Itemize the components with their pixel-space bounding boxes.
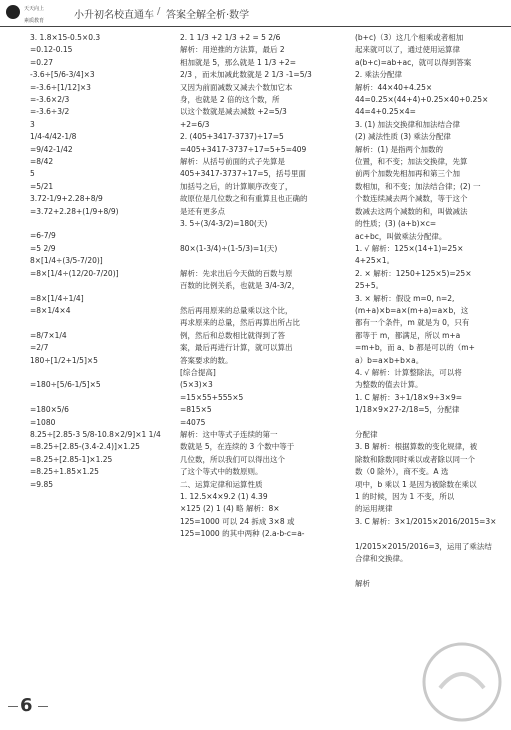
left-col-line (30, 218, 170, 230)
left-col-line: =0.27 (30, 57, 53, 67)
left-col-line (30, 317, 170, 329)
left-col-line: 3 (30, 119, 35, 129)
right-col-line: a(b+c)=ab+ac，就可以得到答案 (355, 57, 472, 67)
middle-col-line: 了这个等式中的数原则。 (180, 467, 263, 477)
right-col-line: 合律和交换律。 (355, 554, 408, 564)
right-column (355, 32, 505, 590)
left-col-line: =5/21 (30, 181, 54, 191)
left-col-line: =1080 (30, 417, 56, 427)
right-col-line: 44=0.25×(44+4)+0.25×40+0.25× (355, 95, 489, 105)
right-col-line: 的运用规律 (355, 504, 393, 514)
left-col-line: =8×[1/4÷(12/20-7/20)] (30, 268, 119, 278)
middle-col-line: =4075 (180, 417, 206, 427)
middle-col-line: 数就是 5，在连续的 3 个数中等于 (180, 442, 295, 452)
middle-col-line: 125=1000 的其中两种 (2.a-b-c=a- (180, 529, 305, 539)
right-col-line: 项中，b 乘以 1 是因为被除数在乘以 (355, 479, 477, 489)
middle-col-line: 2. 1 1/3 +2 1/3 +2 = 5 2/6 (180, 33, 281, 42)
middle-col-line: =815×5 (180, 405, 212, 415)
right-col-line: 数相加，和不变；加法结合律；(2) 一 (355, 181, 481, 191)
middle-col-line: 125=1000 可以 24 拆成 3×8 或 (180, 516, 295, 526)
middle-col-line: 解析：这中等式子连续的第一 (180, 429, 278, 439)
left-col-line: =8.25÷[2.85-1]×1.25 (30, 454, 113, 464)
middle-col-line: 百数的比例关系，也就是 3/4-3/2， (180, 281, 300, 291)
page-header (0, 0, 511, 27)
logo-line-1: 天天向上 (24, 6, 45, 12)
middle-col-line: 相加就是 5，那么就是 1 1/3 +2= (180, 57, 296, 67)
middle-col-line: 例，然后和总数相比就得到了答 (180, 330, 285, 340)
right-col-line: (m+a)×b=a×(m+a)=a×b，这 (355, 305, 469, 315)
header-separator: / (157, 6, 161, 17)
right-col-line: 3. B 解析：根据算数的变化规律，被 (355, 442, 478, 452)
left-col-line: =-3.6÷[1/12]×3 (30, 82, 91, 92)
middle-col-line: 身，也就是 2 倍的这个数，所 (180, 95, 280, 105)
middle-col-line: 405+3417-3737÷17=5，括号里面 (180, 169, 306, 179)
middle-col-line: =405+3417-3737÷17=5+5=409 (180, 144, 307, 154)
left-col-line: =8.25÷[2.85-(3.4-2.4)]×1.25 (30, 442, 140, 452)
left-col-line: =5 2/9 (30, 243, 56, 253)
middle-col-line: 二、运算定律和运算性质 (180, 479, 263, 489)
left-col-line: =-3.6×2/3 (30, 95, 70, 105)
right-col-line: 4+25×1。 (355, 256, 395, 266)
left-col-line: =0.12-0.15 (30, 45, 73, 55)
middle-col-line (180, 293, 350, 305)
left-col-line (30, 392, 170, 404)
right-col-line: a）b=a×b+b×a。 (355, 355, 424, 365)
middle-col-line: [综合提高] (180, 367, 216, 377)
left-col-line (30, 280, 170, 292)
middle-col-line: =15×55+555×5 (180, 392, 244, 402)
middle-col-line (180, 231, 350, 243)
right-col-line: 位置，和不变；加法交换律，先算 (355, 157, 468, 167)
left-col-line (30, 367, 170, 379)
book-title: 小升初名校直通车 (74, 10, 154, 21)
page-number: 6 (20, 695, 33, 716)
right-col-line: 数减去这两个减数的和，叫做减法 (355, 206, 468, 216)
right-col-line: 4. √ 解析：计算整除法，可以将 (355, 367, 462, 377)
left-col-line: =8/42 (30, 157, 54, 167)
middle-col-line: 以这个数就是减去减数 +2=5/3 (180, 107, 287, 117)
middle-col-line: 加括号之后，的计算顺序改变了， (180, 181, 293, 191)
right-col-line (355, 417, 505, 429)
right-col-line: ac+bc，叫做乘法分配律。 (355, 231, 447, 241)
left-column (30, 32, 170, 491)
left-col-line: =180×5/6 (30, 405, 69, 415)
right-col-line: 的性质；(3) (a+b)×c= (355, 219, 437, 229)
right-col-line: 解析 (355, 578, 370, 588)
right-col-line: 2. × 解析：1250+125×5)=25× (355, 268, 472, 278)
watermark-stamp (418, 640, 506, 724)
middle-col-line (180, 255, 350, 267)
right-col-line: 3. C 解析：3×1/2015×2016/2015=3× (355, 516, 497, 526)
right-col-line (355, 528, 505, 540)
middle-col-line: 故原位是几位数之和有重算且也正确的 (180, 194, 308, 204)
middle-col-line: 几位数，所以我们可以得出这个 (180, 454, 285, 464)
right-col-line: 3. × 解析：假设 m=0, n=2, (355, 293, 455, 303)
right-col-line: 1/2015×2015/2016=3，运用了乘法结 (355, 541, 492, 551)
right-col-line: 分配律 (355, 429, 378, 439)
middle-col-line: 2. (405+3417-3737)÷17=5 (180, 132, 284, 142)
right-col-line: 2. 乘法分配律 (355, 70, 403, 80)
left-col-line: -3.6÷[5/6-3/4]×3 (30, 70, 95, 80)
left-col-line: =180÷[5/6-1/5]×5 (30, 380, 101, 390)
book-subtitle: 答案全解全析·数学 (166, 10, 250, 21)
page-number-rule-left (8, 706, 18, 707)
middle-col-line: 2/3 ，而未加减此数就是 2 1/3 -1=5/3 (180, 70, 312, 80)
middle-col-line (180, 541, 350, 553)
middle-col-line: 解析：从括号前面的式子先算是 (180, 157, 285, 167)
right-col-line: 44=4+0.25×4= (355, 107, 416, 117)
right-col-line: =m+b，而 a、b 都是可以的（m+ (355, 343, 475, 353)
middle-col-line: +2=6/3 (180, 119, 210, 129)
middle-col-line: 案，最后再进行计算，就可以算出 (180, 343, 293, 353)
left-col-line: =6-7/9 (30, 231, 56, 241)
right-col-line: 前两个加数先相加再和第三个加 (355, 169, 460, 179)
right-col-line: 起来就可以了，通过使用运算律 (355, 45, 460, 55)
middle-col-line: 再求原来的总量，然后再算出所占比 (180, 318, 300, 328)
left-col-line: =8.25÷1.85×1.25 (30, 467, 99, 477)
middle-col-line: 是还有更多点 (180, 206, 225, 216)
right-col-line: 都有一个条件，m 就是为 0，只有 (355, 318, 470, 328)
left-col-line: 3.72-1/9+2.28+8/9 (30, 194, 103, 204)
right-col-line: 1. √ 解析：125×(14+1)=25× (355, 243, 464, 253)
right-col-line: (2) 减法性质 (3) 乘法分配律 (355, 132, 451, 142)
left-col-line: =-3.6÷3/2 (30, 107, 70, 117)
left-col-line: 1/4-4/42-1/8 (30, 132, 77, 142)
middle-col-line: 解析：用逆推的方法算，最后 2 (180, 45, 285, 55)
middle-col-line: 1. 12.5×4×9.2 (1) 4.39 (180, 491, 268, 501)
right-col-line: 1. C 解析：3÷1/18×9÷3×9= (355, 392, 463, 402)
right-col-line: 解析：(1) 是指两个加数的 (355, 144, 444, 154)
left-col-line: =8×1/4×4 (30, 305, 71, 315)
right-col-line: 为整数的值去计算。 (355, 380, 423, 390)
right-col-line: 25+5。 (355, 281, 384, 291)
left-col-line: 3. 1.8×15-0.5×0.3 (30, 33, 101, 42)
middle-col-line: 解析：先求出后今天做的百数与原 (180, 268, 293, 278)
middle-column (180, 32, 350, 553)
right-col-line: 数（0 除外），商不变。A 选 (355, 467, 449, 477)
left-col-line: 8×[1/4÷(3/5-7/20)] (30, 256, 103, 266)
left-col-line: 5 (30, 169, 35, 179)
left-col-line: =9.85 (30, 479, 53, 489)
middle-col-line: 3. 5÷(3/4-3/2)=180(天) (180, 219, 268, 229)
left-col-line: =8×[1/4÷1/4] (30, 293, 84, 303)
right-col-line (355, 565, 505, 577)
left-col-line: =3.72+2.28+(1/9+8/9) (30, 206, 119, 216)
right-col-line: 1 的时候，因为 1 不变，所以 (355, 492, 455, 502)
middle-col-line: 又因为前面减数又减去个数加它本 (180, 82, 293, 92)
right-col-line: 解析：44×40+4.25× (355, 82, 433, 92)
middle-col-line: 80×(1-3/4)÷(1-5/3)=1(天) (180, 243, 278, 253)
right-col-line: 3. (1) 加法交换律和加法结合律 (355, 119, 461, 129)
middle-col-line: (5×3)×3 (180, 380, 213, 390)
right-col-line: 都等于 m，都满足，所以 m+a (355, 330, 461, 340)
middle-col-line: ×125 (2) 1 (4) 略 解析：8× (180, 504, 280, 514)
publisher-logo-icon (6, 5, 20, 19)
middle-col-line: 然后再用原来的总量乘以这个比， (180, 305, 293, 315)
left-col-line: 180÷[1/2+1/5]×5 (30, 355, 98, 365)
middle-col-line: 答案要求的数。 (180, 355, 233, 365)
right-col-line: 1/18×9×27-2/18=5，分配律 (355, 405, 460, 415)
left-col-line: 8.25÷[2.85-3 5/8-10.8×2/9]×1 1/4 (30, 429, 161, 439)
right-col-line: 个数连续减去两个减数，等于这个 (355, 194, 468, 204)
left-col-line: =8/7×1/4 (30, 330, 67, 340)
logo-line-2: 素质教育 (24, 18, 45, 25)
right-col-line: (b+c)（3）这几个相乘或者相加 (355, 33, 464, 42)
page-number-rule-right (38, 706, 48, 707)
left-col-line: =9/42-1/42 (30, 144, 73, 154)
logo-text (24, 6, 44, 31)
left-col-line: =2/7 (30, 343, 49, 353)
right-col-line: 除数和除数同时乘以或者除以同一个 (355, 454, 475, 464)
